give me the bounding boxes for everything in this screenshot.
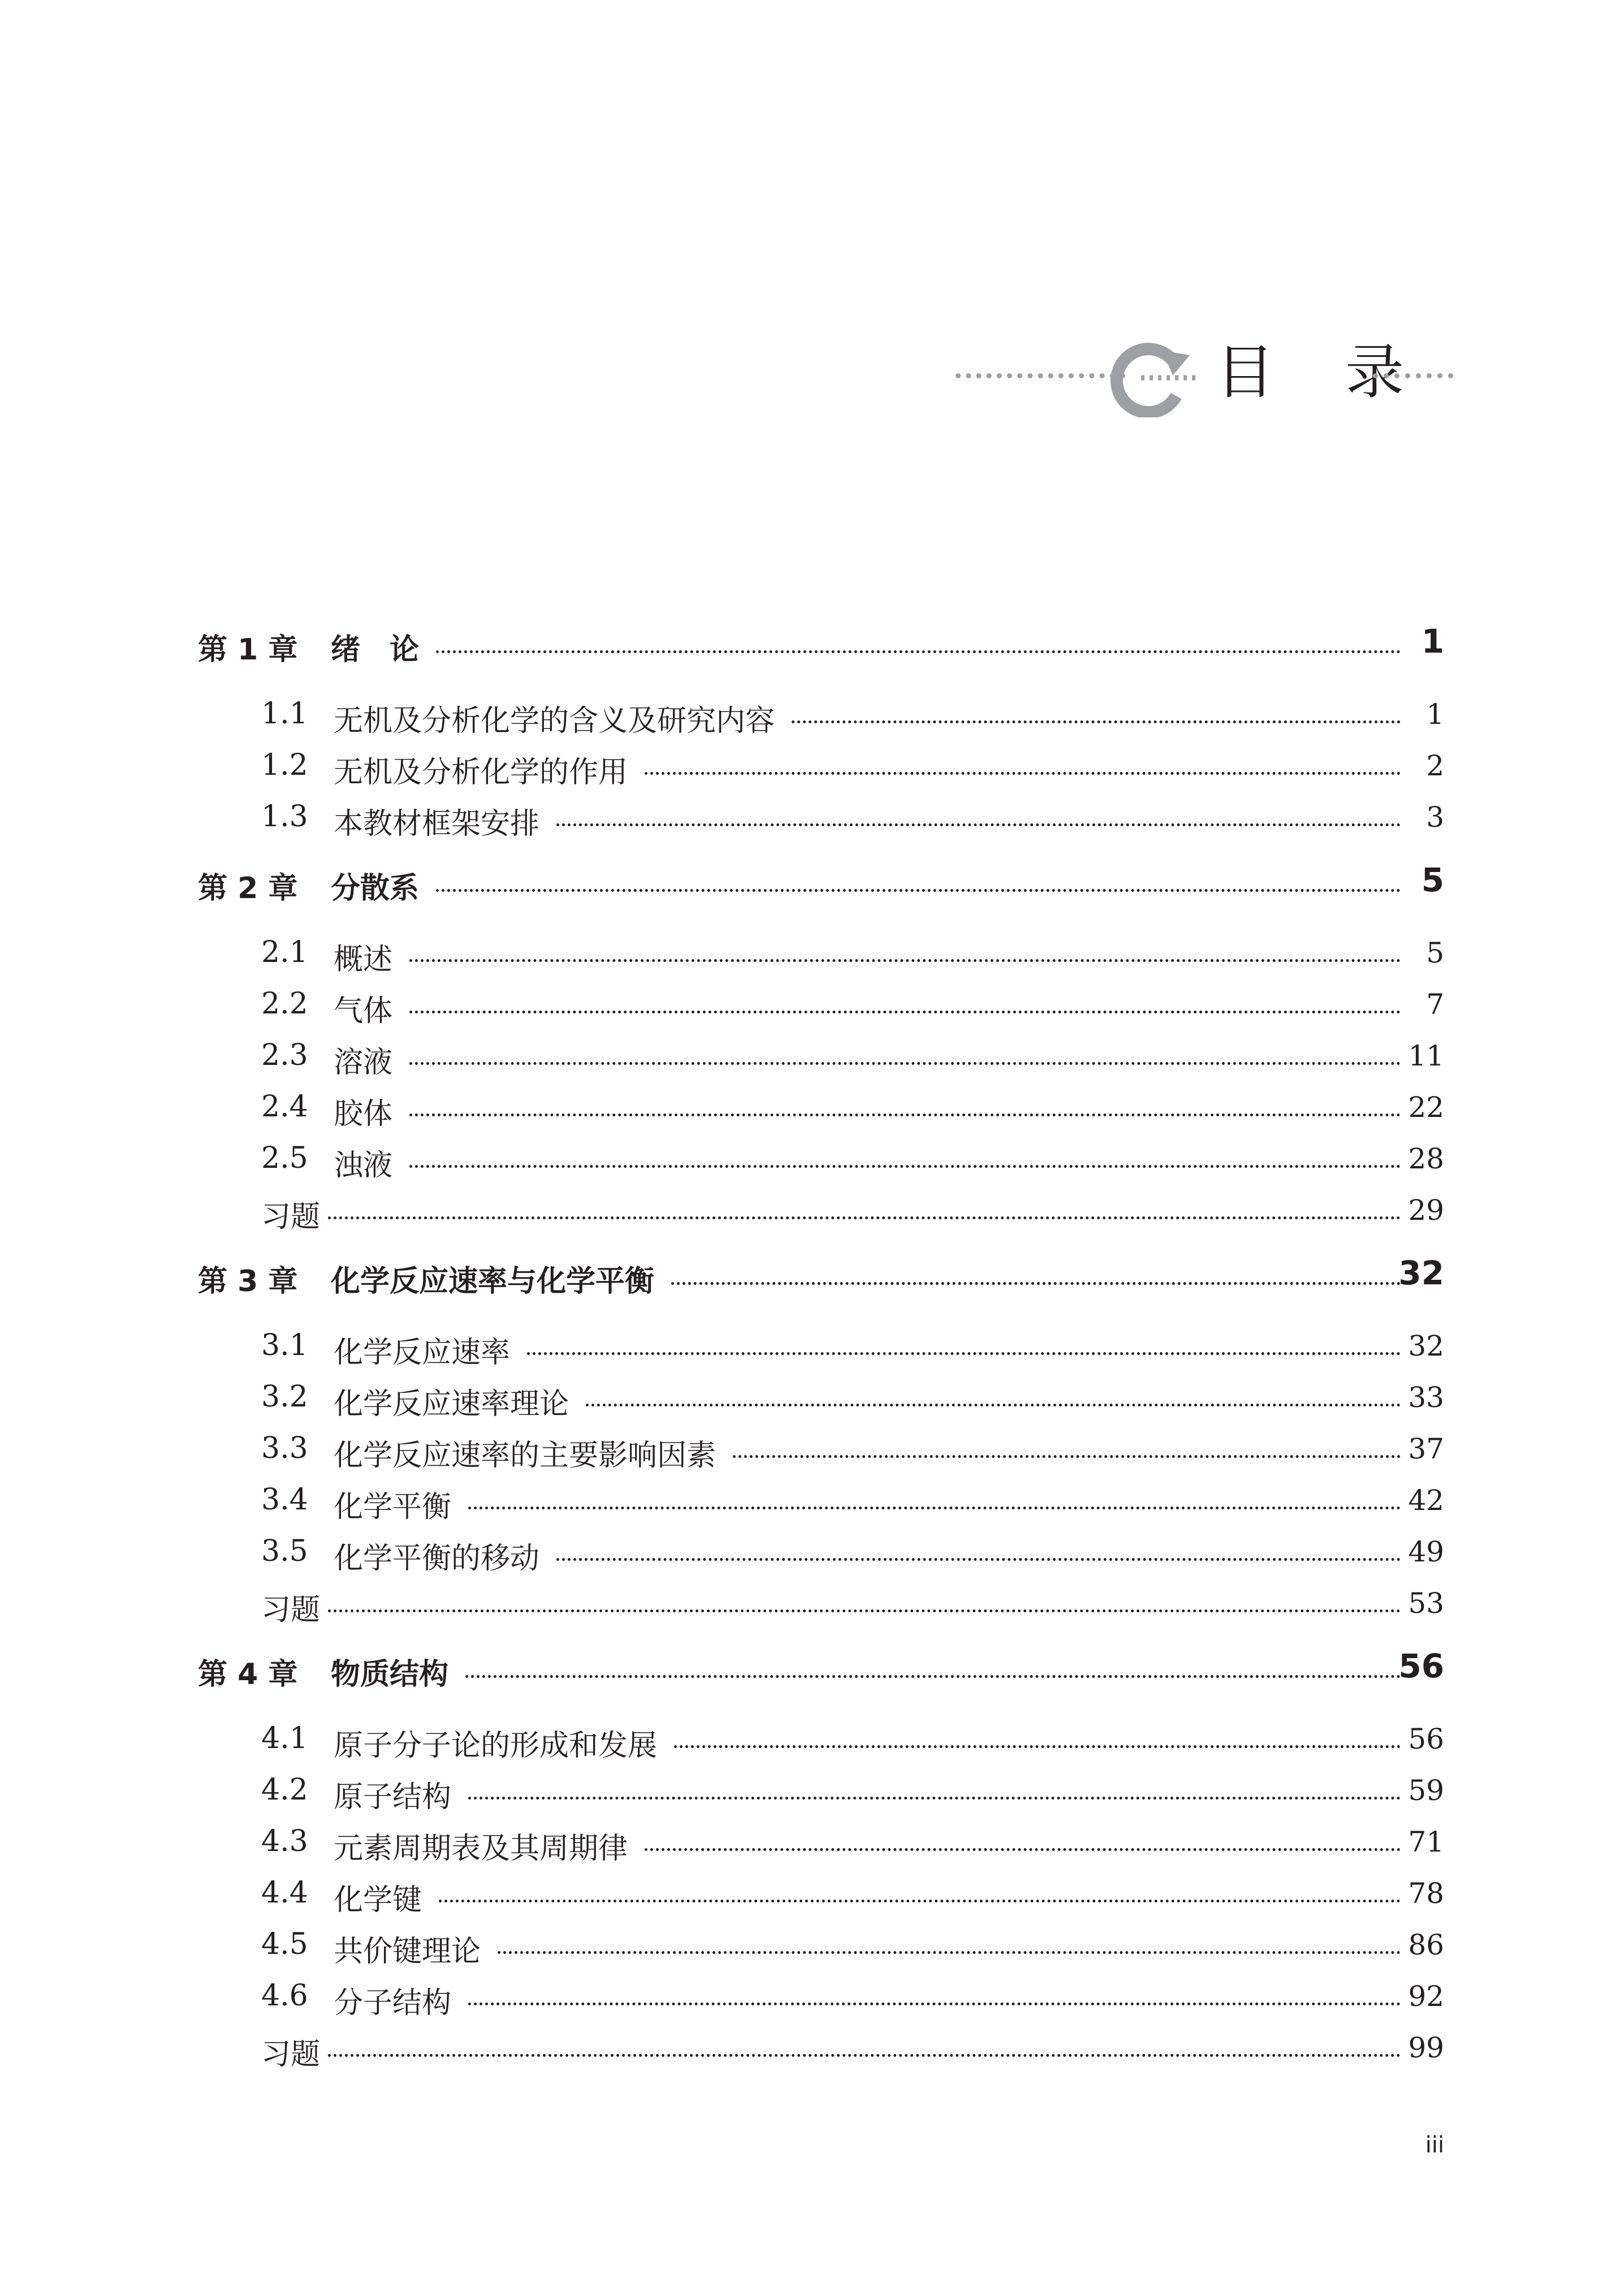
dot-leader bbox=[527, 1352, 1401, 1355]
toc-section-row bbox=[0, 1084, 1624, 1135]
page-number: 56 bbox=[1408, 1723, 1444, 1755]
section-title: 化学键 bbox=[334, 1883, 422, 1917]
page-number: 5 bbox=[1426, 937, 1444, 969]
toc-section-row bbox=[0, 1819, 1624, 1870]
page-number: 42 bbox=[1408, 1484, 1444, 1517]
page-number: 2 bbox=[1426, 749, 1444, 782]
page-number: 32 bbox=[1408, 1330, 1444, 1362]
page-number: 59 bbox=[1408, 1774, 1444, 1807]
chapter-number: 第 1 章 bbox=[198, 633, 298, 667]
section-number: 4.3 bbox=[261, 1824, 308, 1858]
section-title: 化学平衡的移动 bbox=[334, 1542, 540, 1576]
page-number: 5 bbox=[1421, 861, 1444, 899]
section-number: 3.5 bbox=[261, 1534, 308, 1568]
page-number: 33 bbox=[1408, 1381, 1444, 1414]
dot-leader bbox=[468, 1507, 1401, 1509]
page-number: 7 bbox=[1426, 988, 1444, 1021]
page-number: 1 bbox=[1426, 698, 1444, 731]
dot-leader bbox=[409, 1165, 1401, 1168]
dot-leader bbox=[645, 772, 1401, 775]
section-number: 2.3 bbox=[261, 1038, 308, 1072]
exercise-title: 习题 bbox=[261, 1200, 321, 1234]
section-title: 气体 bbox=[334, 994, 393, 1028]
toc-section-row bbox=[0, 1374, 1624, 1425]
dot-leader bbox=[468, 1797, 1401, 1800]
page-number: 32 bbox=[1398, 1254, 1444, 1292]
toc-chapter-row bbox=[0, 861, 1624, 912]
section-number: 2.5 bbox=[261, 1141, 308, 1175]
page-number: 49 bbox=[1408, 1535, 1444, 1568]
toc-header bbox=[956, 321, 1453, 423]
dot-leader bbox=[436, 889, 1401, 892]
section-number: 1.3 bbox=[261, 800, 308, 834]
section-number: 3.3 bbox=[261, 1431, 308, 1465]
toc-exercise-row bbox=[0, 1187, 1624, 1238]
chapter-title: 绪 论 bbox=[331, 633, 420, 667]
section-title: 化学反应速率的主要影响因素 bbox=[334, 1439, 716, 1473]
dot-leader bbox=[465, 1675, 1401, 1678]
section-number: 4.1 bbox=[261, 1721, 308, 1755]
section-title: 原子分子论的形成和发展 bbox=[334, 1729, 658, 1763]
section-title: 溶液 bbox=[334, 1046, 393, 1080]
toc-section-row bbox=[0, 981, 1624, 1032]
page-number: 99 bbox=[1408, 2031, 1444, 2064]
toc-section-row bbox=[0, 794, 1624, 845]
section-number: 4.6 bbox=[261, 1979, 308, 2013]
section-title: 胶体 bbox=[334, 1097, 393, 1131]
section-title: 本教材框架安排 bbox=[334, 807, 540, 841]
page-number: 71 bbox=[1408, 1826, 1444, 1858]
page-number: 1 bbox=[1421, 622, 1444, 661]
chapter-number: 第 2 章 bbox=[198, 871, 298, 905]
page-number: 28 bbox=[1408, 1142, 1444, 1175]
toc-section-row bbox=[0, 1973, 1624, 2024]
page-number: 56 bbox=[1398, 1647, 1444, 1685]
dot-leader bbox=[409, 959, 1401, 962]
header-dotted-rule-right bbox=[1373, 373, 1453, 378]
section-title: 原子结构 bbox=[334, 1780, 452, 1814]
toc-section-row bbox=[0, 691, 1624, 742]
dot-leader bbox=[733, 1455, 1401, 1458]
dot-leader bbox=[556, 1558, 1401, 1561]
section-number: 3.1 bbox=[261, 1328, 308, 1362]
dot-leader bbox=[556, 823, 1401, 826]
dot-leader bbox=[439, 1900, 1401, 1902]
page-number: 3 bbox=[1426, 801, 1444, 834]
section-title: 化学平衡 bbox=[334, 1490, 452, 1524]
dot-leader bbox=[586, 1404, 1401, 1406]
section-number: 4.4 bbox=[261, 1876, 308, 1910]
section-number: 2.4 bbox=[261, 1090, 308, 1124]
section-number: 4.5 bbox=[261, 1927, 308, 1961]
dot-leader bbox=[468, 2003, 1401, 2005]
section-number: 1.1 bbox=[261, 697, 308, 731]
section-number: 3.4 bbox=[261, 1483, 308, 1517]
dot-leader bbox=[409, 1011, 1401, 1013]
section-title: 概述 bbox=[334, 943, 393, 977]
toc-section-row bbox=[0, 930, 1624, 981]
page-folio: iii bbox=[1425, 2132, 1444, 2158]
section-title: 化学反应速率 bbox=[334, 1336, 511, 1370]
dot-leader bbox=[645, 1848, 1401, 1851]
dot-leader bbox=[328, 1216, 1401, 1219]
page-number: 37 bbox=[1408, 1432, 1444, 1465]
section-title: 无机及分析化学的作用 bbox=[334, 756, 628, 789]
exercise-title: 习题 bbox=[261, 1593, 321, 1627]
dot-leader bbox=[671, 1282, 1401, 1285]
toc-section-row bbox=[0, 743, 1624, 793]
dot-leader bbox=[328, 1610, 1401, 1612]
toc-exercise-row bbox=[0, 1580, 1624, 1631]
toc-section-row bbox=[0, 1323, 1624, 1374]
page-number: 11 bbox=[1408, 1039, 1444, 1072]
toc-section-row bbox=[0, 1922, 1624, 1973]
toc-section-row bbox=[0, 1529, 1624, 1580]
page-number: 86 bbox=[1408, 1928, 1444, 1961]
section-title: 元素周期表及其周期律 bbox=[334, 1832, 628, 1866]
dot-leader bbox=[328, 2054, 1401, 2057]
section-number: 1.2 bbox=[261, 748, 308, 782]
toc-chapter-row bbox=[0, 1647, 1624, 1698]
toc-section-row bbox=[0, 1870, 1624, 1921]
page-number: 92 bbox=[1408, 1980, 1444, 2013]
dot-leader bbox=[792, 720, 1401, 723]
toc-section-row bbox=[0, 1033, 1624, 1084]
page-number: 78 bbox=[1408, 1877, 1444, 1910]
section-title: 分子结构 bbox=[334, 1986, 452, 2020]
page-number: 29 bbox=[1408, 1194, 1444, 1227]
dot-leader bbox=[409, 1114, 1401, 1116]
refresh-arrow-icon bbox=[1107, 338, 1198, 417]
section-title: 浊液 bbox=[334, 1149, 393, 1183]
header-dotted-rule-left bbox=[956, 373, 1125, 378]
toc-section-row bbox=[0, 1477, 1624, 1528]
toc-chapter-row bbox=[0, 1254, 1624, 1305]
toc-section-row bbox=[0, 1426, 1624, 1477]
section-title: 化学反应速率理论 bbox=[334, 1387, 569, 1421]
page-title: 目 录 bbox=[1216, 338, 1431, 407]
page-number: 22 bbox=[1408, 1091, 1444, 1124]
toc-chapter-row bbox=[0, 622, 1624, 673]
chapter-title: 物质结构 bbox=[331, 1658, 449, 1692]
chapter-number: 第 3 章 bbox=[198, 1265, 298, 1298]
section-number: 3.2 bbox=[261, 1380, 308, 1414]
page-number: 53 bbox=[1408, 1587, 1444, 1620]
toc-section-row bbox=[0, 1136, 1624, 1186]
dot-leader bbox=[498, 1951, 1401, 1954]
section-title: 无机及分析化学的含义及研究内容 bbox=[334, 704, 775, 738]
toc-section-row bbox=[0, 1767, 1624, 1818]
dot-leader bbox=[674, 1745, 1401, 1748]
toc-exercise-row bbox=[0, 2025, 1624, 2075]
toc-section-row bbox=[0, 1716, 1624, 1767]
chapter-number: 第 4 章 bbox=[198, 1658, 298, 1692]
dot-leader bbox=[409, 1062, 1401, 1065]
exercise-title: 习题 bbox=[261, 2038, 321, 2072]
section-title: 共价键理论 bbox=[334, 1935, 481, 1969]
section-number: 4.2 bbox=[261, 1773, 308, 1807]
dot-leader bbox=[436, 650, 1401, 653]
section-number: 2.2 bbox=[261, 987, 308, 1021]
chapter-title: 化学反应速率与化学平衡 bbox=[331, 1265, 655, 1298]
section-number: 2.1 bbox=[261, 935, 308, 969]
chapter-title: 分散系 bbox=[331, 871, 420, 905]
